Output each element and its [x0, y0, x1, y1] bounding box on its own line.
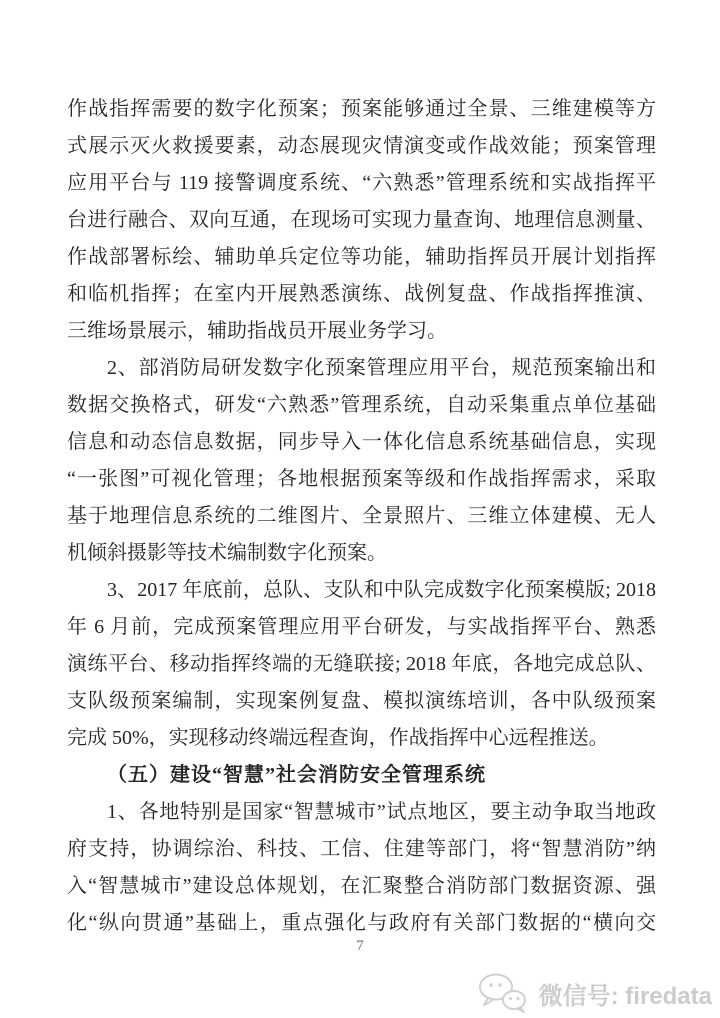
text-line: 2、部消防局研发数字化预案管理应用平台，规范预案输出和: [107, 357, 656, 379]
text-line: 1、各地特别是国家“智慧城市”试点地区，要主动争取当地政: [107, 801, 656, 823]
text-line: 和临机指挥；在室内开展熟悉演练、战例复盘、作战指挥推演、: [67, 283, 656, 305]
text-line: 应用平台与 119 接警调度系统、“六熟悉”管理系统和实战指挥平: [67, 172, 656, 194]
wechat-icon: [477, 972, 529, 1014]
text-line: 信息和动态信息数据，同步导入一体化信息系统基础信息，实现: [67, 431, 656, 453]
text-line: 基于地理信息系统的二维图片、全景照片、三维立体建模、无人: [67, 505, 656, 527]
section-heading: （五）建设“智慧”社会消防安全管理系统: [107, 764, 486, 786]
text-line: 作战部署标绘、辅助单兵定位等功能，辅助指挥员开展计划指挥: [67, 246, 656, 268]
text-line: 年 6 月前，完成预案管理应用平台研发，与实战指挥平台、熟悉: [67, 616, 656, 638]
text-line: 完成 50%，实现移动终端远程查询，作战指挥中心远程推送。: [67, 727, 609, 749]
text-line: 机倾斜摄影等技术编制数字化预案。: [67, 542, 387, 564]
text-line: “一张图”可视化管理；各地根据预案等级和作战指挥需求，采取: [67, 468, 656, 490]
text-line: 3、2017 年底前，总队、支队和中队完成数字化预案模版; 2018: [107, 579, 656, 601]
text-line: 支队级预案编制，实现案例复盘、模拟演练培训，各中队级预案: [67, 690, 656, 712]
text-line: 数据交换格式，研发“六熟悉”管理系统，自动采集重点单位基础: [67, 394, 656, 416]
text-line: 作战指挥需要的数字化预案；预案能够通过全景、三维建模等方: [67, 98, 656, 120]
text-line: 府支持，协调综治、科技、工信、住建等部门，将“智慧消防”纳: [67, 838, 656, 860]
watermark: [477, 972, 712, 1014]
watermark-label: 微信号: firedata: [538, 982, 712, 1010]
text-line: 入“智慧城市”建设总体规划，在汇聚整合消防部门数据资源、强: [67, 875, 656, 897]
text-line: 演练平台、移动指挥终端的无缝联接; 2018 年底，各地完成总队、: [67, 653, 656, 675]
body-text: [67, 91, 656, 942]
text-line: 化“纵向贯通”基础上，重点强化与政府有关部门数据的“横向交: [67, 912, 656, 934]
text-line: 三维场景展示，辅助指战员开展业务学习。: [67, 320, 447, 342]
text-line: 式展示灭火救援要素，动态展现灾情演变或作战效能；预案管理: [67, 135, 656, 157]
text-line: 台进行融合、双向互通，在现场可实现力量查询、地理信息测量、: [67, 209, 656, 231]
page-number: 7: [356, 938, 364, 954]
